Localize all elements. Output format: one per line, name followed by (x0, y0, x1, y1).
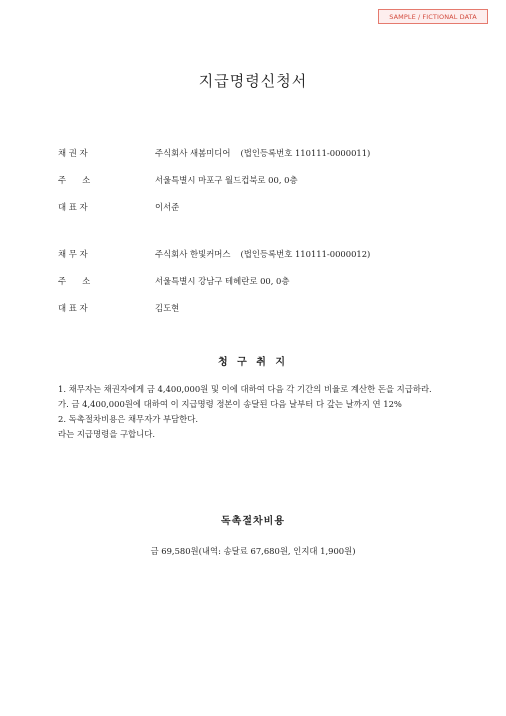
creditor-rep-label: 대 표 자 (58, 202, 88, 212)
claim-line-3: 2. 독촉절차비용은 채무자가 부담한다. (58, 414, 198, 424)
debtor-address-label: 주 소 (58, 276, 91, 286)
claim-line-2: 가. 금 4,400,000원에 대하여 이 지급명령 정본이 송달된 다음 날부터 다 갚는 날까지 연 12% (58, 399, 402, 409)
debtor-rep-label: 대 표 자 (58, 303, 88, 313)
creditor-rep: 이서준 (155, 202, 180, 212)
creditor-address-row (58, 175, 298, 186)
creditor-name: 주식회사 새봄미디어 (155, 148, 231, 158)
creditor-label: 채 권 자 (58, 148, 88, 158)
cost-text: 금 69,580원(내역: 송달료 67,680원, 인지대 1,900원) (150, 546, 356, 556)
creditor-name-row (58, 148, 370, 159)
creditor-address: 서울특별시 마포구 월드컵북로 00, 0층 (155, 175, 298, 185)
debtor-name-row (58, 249, 370, 260)
sample-stamp: SAMPLE / FICTIONAL DATA (378, 9, 488, 24)
claim-section-title: 청 구 취 지 (217, 357, 289, 368)
creditor-reg-number: (법인등록번호 110111-0000011) (240, 148, 371, 158)
debtor-address: 서울특별시 강남구 테헤란로 00, 0층 (155, 276, 290, 286)
claim-body (58, 382, 450, 442)
debtor-name: 주식회사 한빛커머스 (155, 249, 231, 259)
claim-line-4: 라는 지급명령을 구합니다. (58, 429, 155, 439)
debtor-rep-row (58, 303, 179, 314)
debtor-rep: 김도현 (155, 303, 180, 313)
debtor-reg-number: (법인등록번호 110111-0000012) (240, 249, 371, 259)
cost-section-title: 독촉절차비용 (221, 516, 285, 527)
debtor-label: 채 무 자 (58, 249, 88, 259)
creditor-address-label: 주 소 (58, 175, 91, 185)
debtor-address-row (58, 276, 289, 287)
document-title: 지급명령신청서 (198, 72, 308, 90)
claim-line-1: 1. 채무자는 채권자에게 금 4,400,000원 및 이에 대하여 다음 각 기간의 비율로 계산한 돈을 지급하라. (58, 384, 432, 394)
creditor-rep-row (58, 202, 179, 213)
